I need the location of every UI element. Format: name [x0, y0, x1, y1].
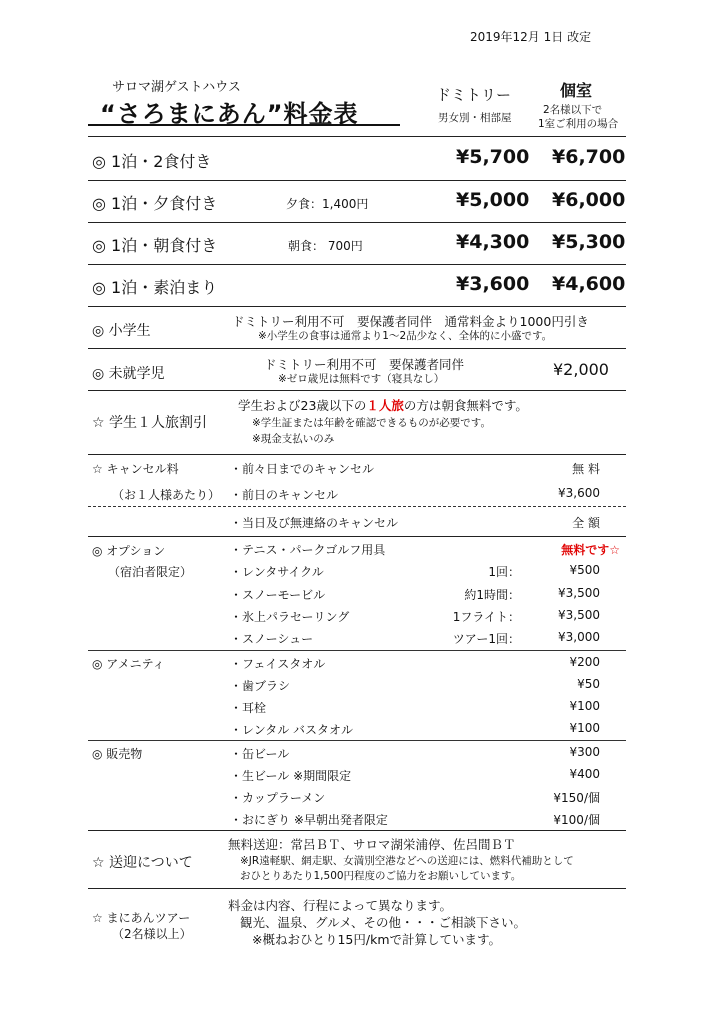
student-discount-label: ☆ 学生１人旅割引 [92, 415, 208, 431]
column-header-private-sub2: 1室ご利用の場合 [538, 118, 619, 130]
divider [88, 390, 626, 391]
amenity-price: ¥50 [577, 677, 600, 691]
shop-price: ¥100/個 [553, 813, 600, 827]
amenity-price: ¥100 [569, 721, 600, 735]
options-label: ◎ オプション [92, 544, 166, 558]
cancel-label: ☆ キャンセル料 [92, 462, 179, 476]
amenity-item: ・レンタル バスタオル [230, 723, 354, 737]
divider [88, 650, 626, 651]
student-highlight: １人旅 [366, 398, 404, 413]
cancel-item: ・当日及び無連絡のキャンセル [230, 516, 399, 530]
option-unit: 1回： [488, 565, 520, 579]
student-text-a: 学生および23歳以下の [238, 398, 367, 413]
cancel-price: 無 料 [572, 462, 600, 476]
option-free-badge: 無料です☆ [561, 543, 620, 557]
plan-label: ◎ 1泊・朝食付き [92, 236, 218, 255]
amenity-item: ・耳栓 [230, 701, 267, 715]
option-item: ・氷上パラセーリング [230, 610, 350, 624]
transfer-note2: おひとりあたり1,500円程度のご協力をお願いしています。 [240, 870, 522, 882]
dashed-divider [88, 506, 626, 507]
title-underline [88, 124, 400, 126]
elementary-label: ◎ 小学生 [92, 323, 151, 339]
plan-label: ◎ 1泊・夕食付き [92, 194, 218, 213]
tour-line2: 観光、温泉、グルメ、その他・・・ご相談下さい。 [240, 915, 527, 930]
elementary-note: ※小学生の食事は通常より1～2品少なく、全体的に小盛です。 [258, 330, 553, 342]
column-header-private: 個室 [560, 81, 593, 100]
plan-price-dorm: ¥3,600 [456, 273, 530, 295]
divider [88, 306, 626, 307]
shop-item: ・おにぎり ※早朝出発者限定 [230, 813, 388, 827]
student-discount-note: ※学生証または年齢を確認できるものが必要です。 [252, 417, 491, 429]
plan-price-private: ¥4,600 [552, 273, 626, 295]
divider [88, 536, 626, 537]
options-sub: （宿泊者限定） [108, 565, 193, 579]
divider [88, 454, 626, 455]
plan-price-dorm: ¥4,300 [456, 231, 530, 253]
option-price: ¥500 [569, 563, 600, 577]
page-title: “さろまにあん”料金表 [100, 100, 359, 128]
divider [88, 348, 626, 349]
revision-date: 2019年12月 1日 改定 [470, 30, 592, 44]
preschool-note: ※ゼロ歳児は無料です（寝具なし） [278, 373, 445, 385]
plan-label: ◎ 1泊・素泊まり [92, 278, 218, 297]
tour-label: ☆ まにあんツアー [92, 911, 191, 925]
option-item: ・テニス・パークゴルフ用具 [230, 543, 386, 557]
preschool-price: ¥2,000 [553, 360, 609, 379]
option-price: ¥3,000 [558, 630, 600, 644]
amenity-item: ・フェイスタオル [230, 657, 326, 671]
option-price: ¥3,500 [558, 586, 600, 600]
option-unit: ツアー1回： [452, 632, 520, 646]
shop-price: ¥150/個 [553, 791, 600, 805]
option-unit: 1フライト： [452, 610, 520, 624]
transfer-note1: ※JR遠軽駅、網走駅、女満別空港などへの送迎には、燃料代補助として [240, 855, 574, 867]
shop-item: ・生ビール ※期間限定 [230, 769, 352, 783]
shop-item: ・カップラーメン [230, 791, 326, 805]
transfer-free-points: 無料送迎：常呂ＢＴ、サロマ湖栄浦停、佐呂間ＢＴ [228, 837, 516, 852]
option-item: ・レンタサイクル [230, 565, 324, 579]
student-discount-line1 [238, 396, 528, 414]
cancel-item: ・前々日までのキャンセル [230, 462, 375, 476]
divider [88, 888, 626, 889]
option-item: ・スノーシュー [230, 632, 314, 646]
plan-price-dorm: ¥5,700 [456, 146, 530, 168]
plan-note: 夕食：1,400円 [286, 197, 369, 211]
transfer-label: ☆ 送迎について [92, 855, 193, 871]
divider [88, 180, 626, 181]
tour-sub: （2名様以上） [112, 927, 192, 941]
plan-price-private: ¥5,300 [552, 231, 626, 253]
amenity-price: ¥200 [569, 655, 600, 669]
cancel-sub: （お１人様あたり） [112, 488, 221, 502]
column-header-dorm: ドミトリー [436, 86, 512, 104]
tour-line3: ※概ねおひとり15円/kmで計算しています。 [252, 932, 502, 947]
option-unit: 約1時間： [464, 588, 520, 602]
cancel-item: ・前日のキャンセル [230, 488, 339, 502]
shop-price: ¥400 [569, 767, 600, 781]
divider [88, 136, 626, 137]
preschool-rule: ドミトリー利用不可 要保護者同伴 [264, 357, 465, 372]
shop-item: ・缶ビール [230, 747, 290, 761]
plan-note: 朝食： 700円 [288, 239, 363, 253]
divider [88, 740, 626, 741]
shop-price: ¥300 [569, 745, 600, 759]
student-text-b: の方は朝食無料です。 [403, 398, 528, 413]
amenity-price: ¥100 [569, 699, 600, 713]
amenity-label: ◎ アメニティ [92, 657, 165, 671]
elementary-rule: ドミトリー利用不可 要保護者同伴 通常料金より1000円引き [232, 314, 589, 329]
shop-label: ◎ 販売物 [92, 747, 143, 761]
column-header-dorm-sub: 男女別・相部屋 [438, 112, 512, 124]
divider [88, 222, 626, 223]
divider [88, 830, 626, 831]
student-discount-cash: ※現金支払いのみ [252, 433, 335, 445]
plan-price-private: ¥6,000 [552, 189, 626, 211]
divider [88, 264, 626, 265]
plan-price-private: ¥6,700 [552, 146, 626, 168]
cancel-price: ¥3,600 [558, 486, 600, 500]
column-header-private-sub1: 2名様以下で [543, 104, 603, 116]
plan-label: ◎ 1泊・2食付き [92, 152, 212, 171]
cancel-price: 全 額 [572, 516, 600, 530]
option-price: ¥3,500 [558, 608, 600, 622]
preschool-label: ◎ 未就学児 [92, 366, 165, 382]
guesthouse-name: サロマ湖ゲストハウス [112, 80, 241, 95]
amenity-item: ・歯ブラシ [230, 679, 291, 693]
plan-price-dorm: ¥5,000 [456, 189, 530, 211]
option-item: ・スノーモービル [230, 588, 326, 602]
tour-line1: 料金は内容、行程によって異なります。 [228, 898, 453, 913]
